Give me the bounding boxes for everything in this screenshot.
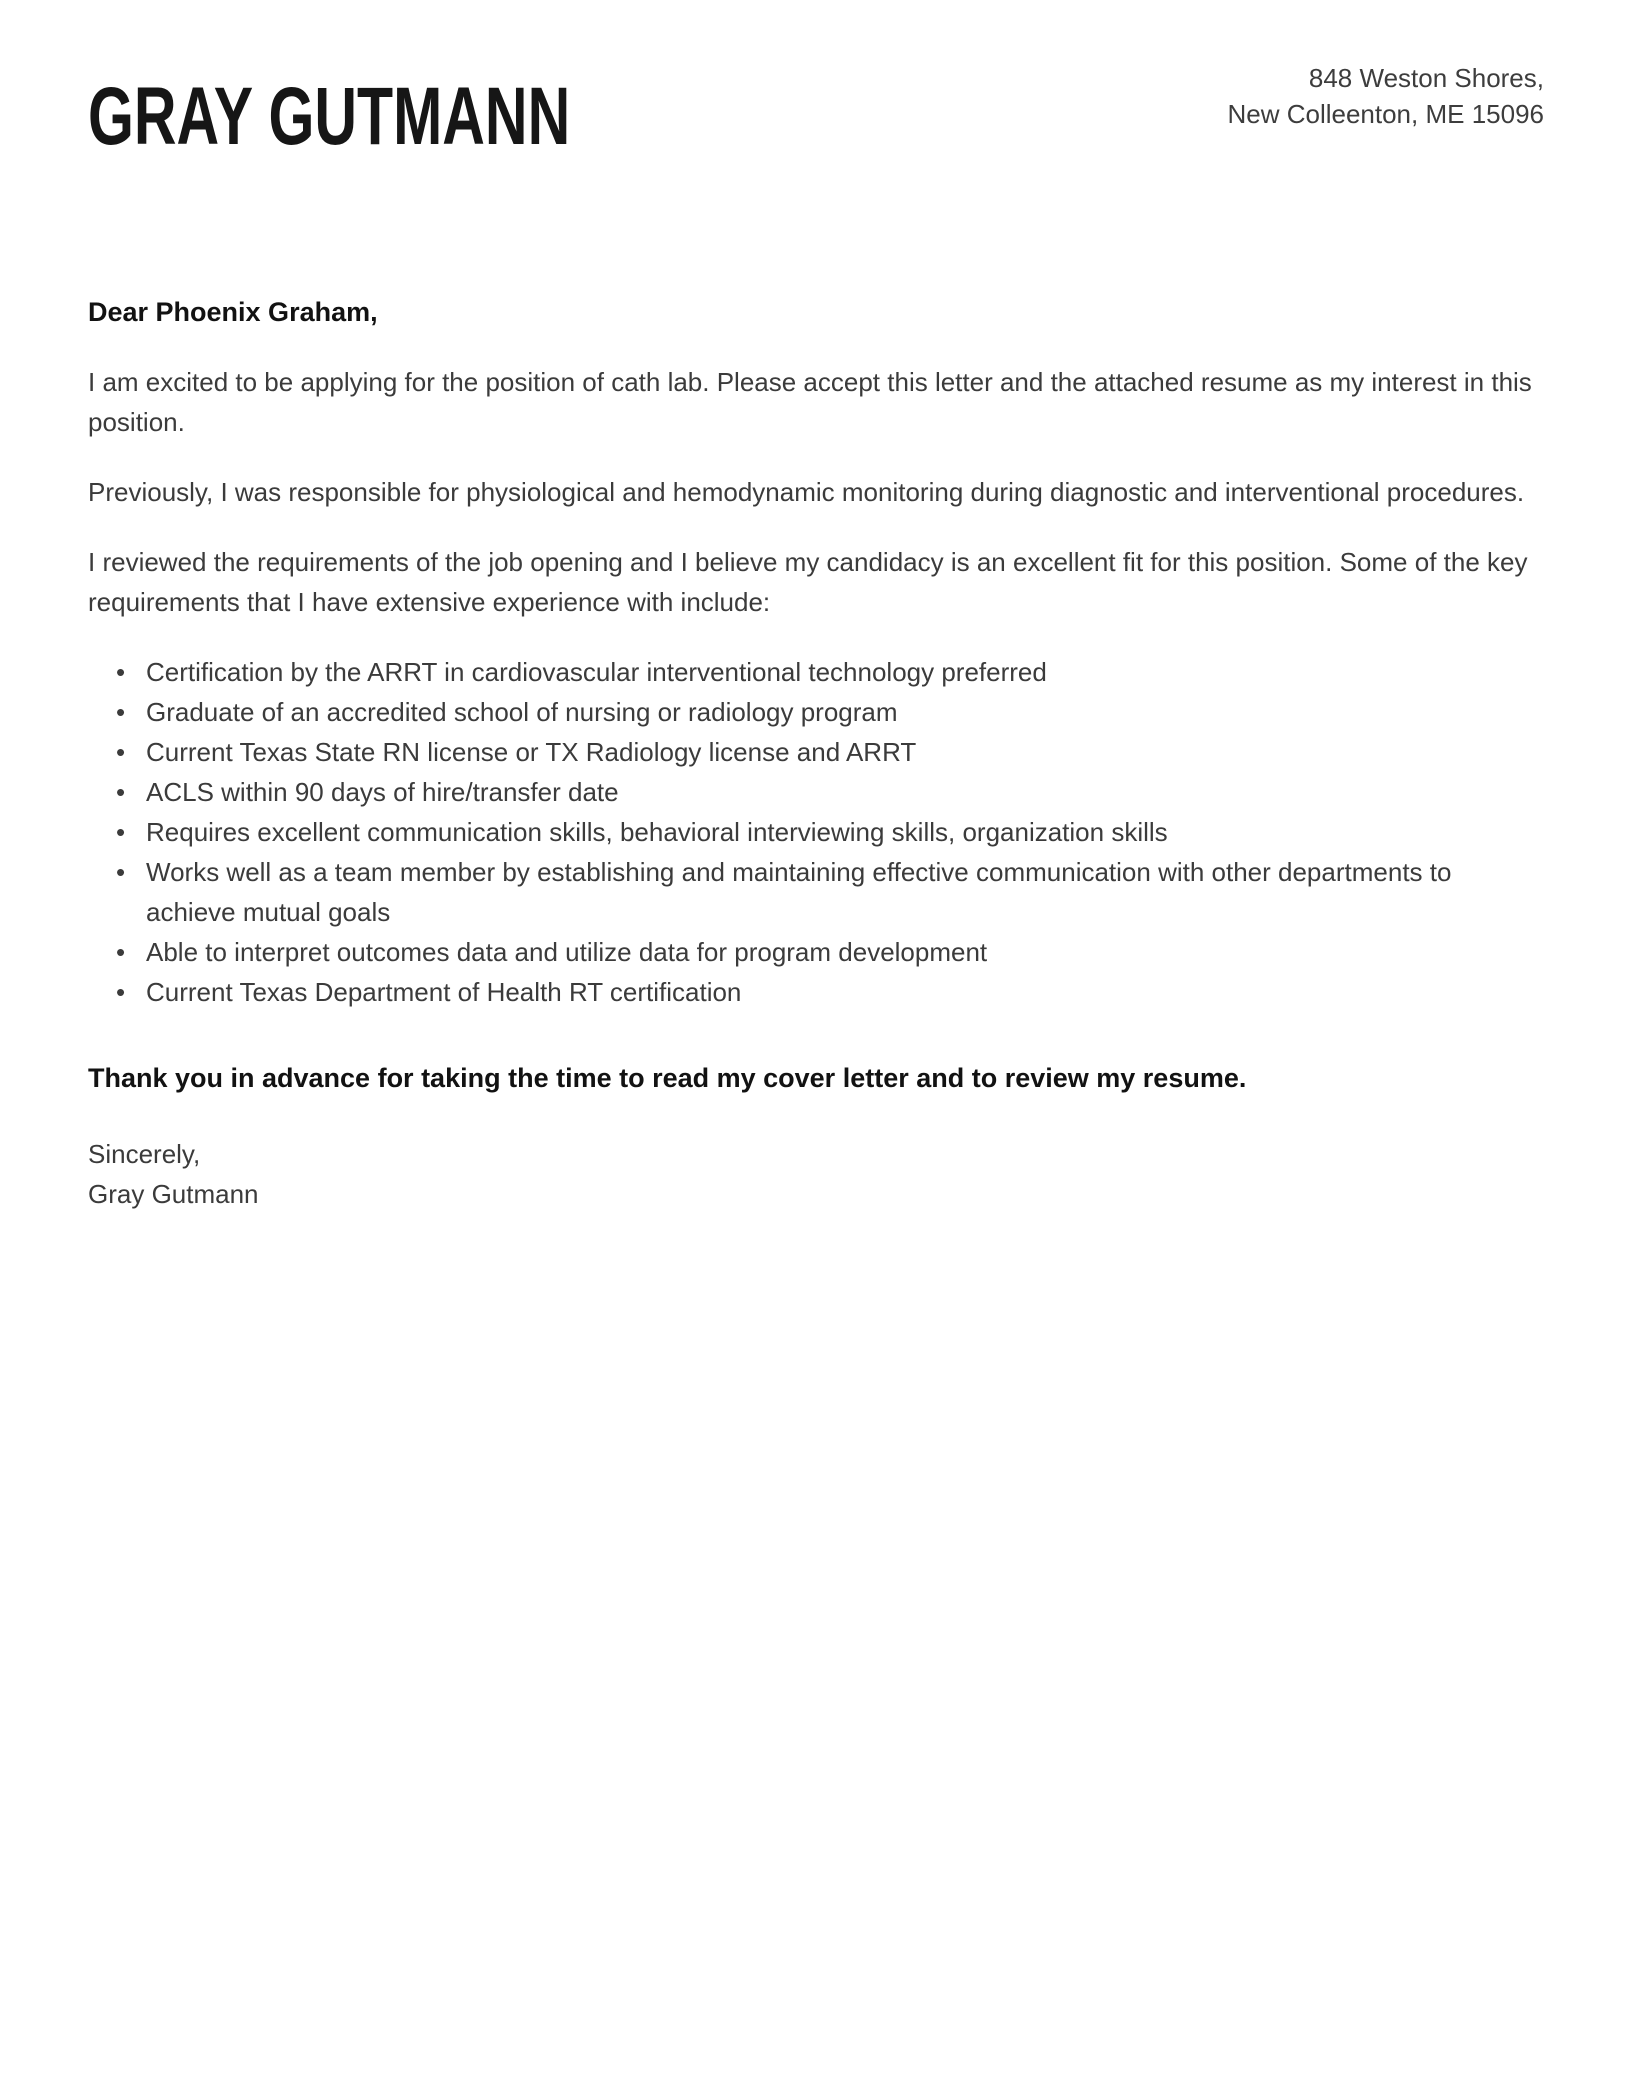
list-item: • Certification by the ARRT in cardiovascular interventional technology preferred — [116, 652, 1544, 692]
signoff: Sincerely, — [88, 1139, 201, 1169]
list-item: • Graduate of an accredited school of nursing or radiology program — [116, 692, 1544, 732]
address-line-2: New Colleenton, ME 15096 — [1227, 99, 1544, 129]
closing-statement: Thank you in advance for taking the time to read my cover letter and to review my resume. — [88, 1063, 1247, 1093]
sender-name: GRAY GUTMANN — [88, 71, 571, 162]
address-line-1: 848 Weston Shores, — [1308, 63, 1544, 93]
letter-header — [88, 50, 1544, 162]
list-item: • Requires excellent communication skills, behavioral interviewing skills, organization skills — [116, 812, 1544, 852]
list-item: • Able to interpret outcomes data and utilize data for program development — [116, 932, 1544, 972]
signoff-block — [88, 1134, 1544, 1214]
list-item: • ACLS within 90 days of hire/transfer date — [116, 772, 1544, 812]
list-item: • Current Texas Department of Health RT certification — [116, 972, 1544, 1012]
sender-address — [1227, 60, 1544, 132]
list-item: • Works well as a team member by establishing and maintaining effective communication with other departments to achieve mutual goals — [116, 852, 1544, 932]
paragraph-requirements-lead: I reviewed the requirements of the job opening and I believe my candidacy is an excellent fit for this position. Some of the key requirements that I have extensive experience with include: — [88, 547, 1528, 617]
list-item: • Current Texas State RN license or TX Radiology license and ARRT — [116, 732, 1544, 772]
letter-body — [88, 292, 1544, 1214]
paragraph-intro: I am excited to be applying for the position of cath lab. Please accept this letter and the attached resume as my interest in this position. — [88, 367, 1532, 437]
paragraph-experience: Previously, I was responsible for physiological and hemodynamic monitoring during diagnostic and interventional procedures. — [88, 477, 1525, 507]
salutation: Dear Phoenix Graham, — [88, 297, 378, 327]
requirements-list — [88, 652, 1544, 1012]
signature-name: Gray Gutmann — [88, 1179, 259, 1209]
